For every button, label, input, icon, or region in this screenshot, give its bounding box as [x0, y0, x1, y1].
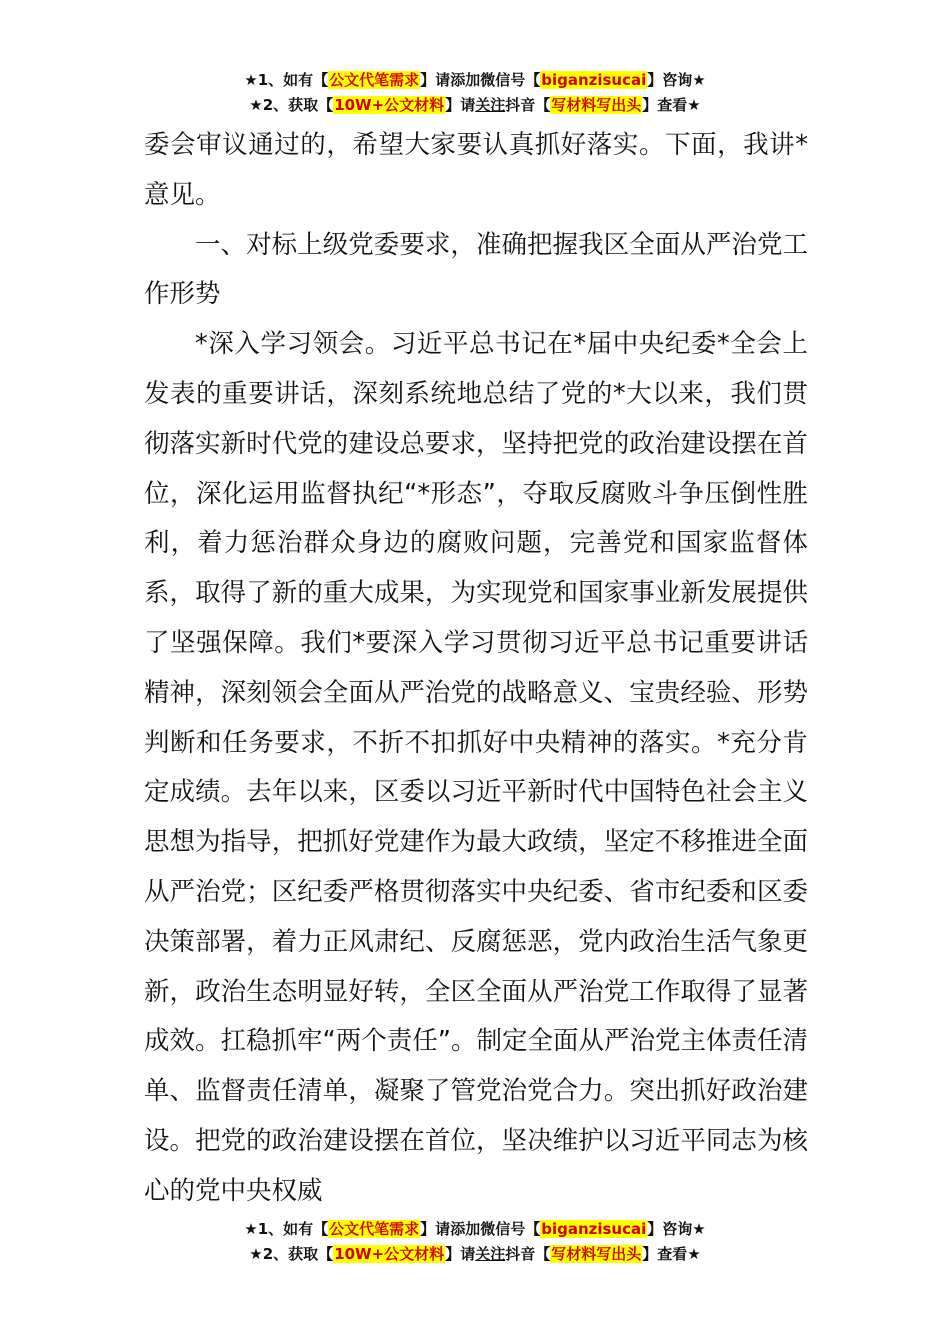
highlight-materials: 10W+公文材料 [334, 96, 445, 114]
banner-line-2: ★2、获取【10W+公文材料】请关注抖音【写材料写出头】查看★ [249, 96, 701, 114]
highlight-wechat-id: biganzisucai [541, 1220, 647, 1238]
paragraph-continuation: 委会审议通过的，希望大家要认真抓好落实。下面，我讲*意见。 [144, 130, 808, 210]
highlight-materials: 10W+公文材料 [334, 1245, 445, 1263]
document-body [144, 121, 808, 1217]
paragraph-body: *深入学习领会。习近平总书记在*届中央纪委*全会上发表的重要讲话，深刻系统地总结了党的*大以来，我们贯彻落实新时代党的建设总要求，坚持把党的政治建设摆在首位，深化运用监督执纪“*形态”，夺取反腐败斗争压倒性胜利，着力惩治群众身边的腐败问题，完善党和国家监督体系，取得了新的重大成果，为实现党和国家事业新发展提供了坚强保障。我们*要深入学习贯彻习近平总书记重要讲话精神，深刻领会全面从严治党的战略意义、宝贵经验、形势判断和任务要求，不折不扣抓好中央精神的落实。*充分肯定成绩。去年以来，区委以习近平新时代中国特色社会主义思想为指导，把抓好党建作为最大政绩，坚定不移推进全面从严治党；区纪委严格贯彻落实中央纪委、省市纪委和区委决策部署，着力正风肃纪、反腐惩恶，党内政治生活气象更新，政治生态明显好转，全区全面从严治党工作取得了显著成效。扛稳抓牢“两个责任”。制定全面从严治党主体责任清单、监督责任清单，凝聚了管党治党合力。突出抓好政治建设。把党的政治建设摆在首位，坚决维护以习近平同志为核心的党中央权威 [144, 329, 808, 1206]
highlight-douyin-id: 写材料写出头 [551, 96, 642, 114]
highlight-douyin-id: 写材料写出头 [551, 1245, 642, 1263]
section-heading: 一、对标上级党委要求，准确把握我区全面从严治党工作形势 [144, 229, 808, 310]
header-banner [0, 68, 950, 118]
highlight-service: 公文代笔需求 [329, 1220, 420, 1238]
banner-line-2: ★2、获取【10W+公文材料】请关注抖音【写材料写出头】查看★ [249, 1245, 701, 1263]
banner-line-1: ★1、如有【公文代笔需求】请添加微信号【biganzisucai】咨询★ [244, 71, 706, 89]
banner-line-1: ★1、如有【公文代笔需求】请添加微信号【biganzisucai】咨询★ [244, 1220, 706, 1238]
highlight-wechat-id: biganzisucai [541, 71, 647, 89]
footer-banner [0, 1217, 950, 1267]
highlight-service: 公文代笔需求 [329, 71, 420, 89]
